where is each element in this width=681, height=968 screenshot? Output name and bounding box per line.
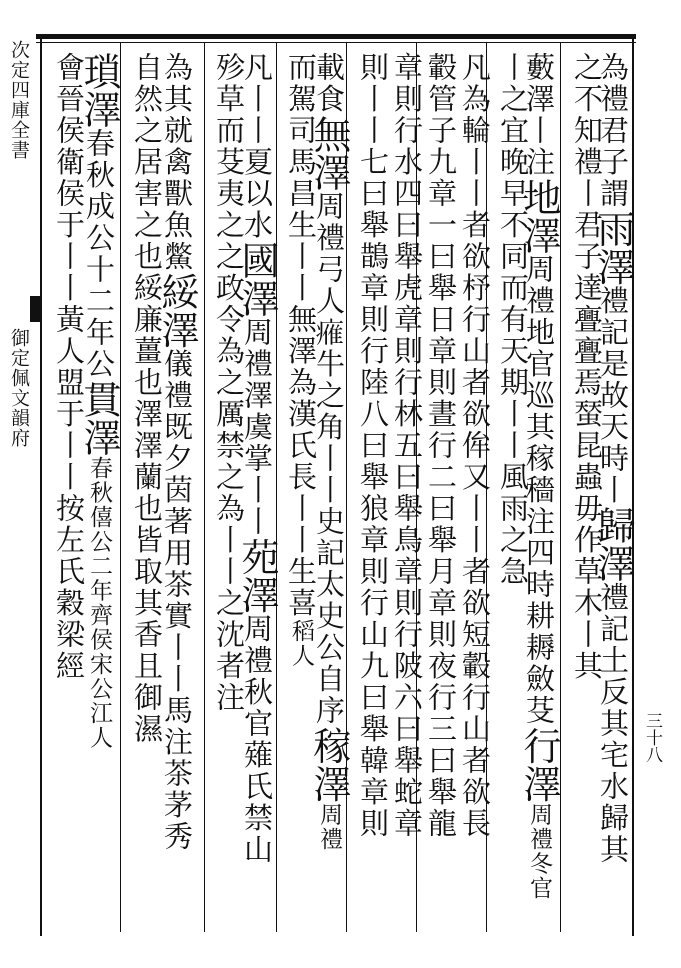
body-text: 丨之宜晚早不同而有天期丨丨風雨之急 (496, 52, 530, 588)
header-fragment: 次定四庫全書 (8, 40, 30, 160)
body-text: 周禮弓人𤸰牛之角丨丨史記太史公自序 (312, 191, 346, 727)
body-text: 為禮君子謂 (596, 52, 630, 210)
body-text: 則丨丨七曰舉鵲章則行陸八曰舉狼章則行山九曰舉韓章則 (356, 52, 390, 840)
body-text: 儀禮既夕茵著用茶實丨丨馬注茶茅秀 (160, 348, 194, 853)
body-text: 司馬昌生丨丨無澤為漢氏長丨丨生喜 (284, 115, 318, 619)
headword: 貫澤 (77, 380, 121, 456)
body-text: 殄草而芟夷之 (212, 52, 246, 241)
body-text: 轂管子九章一曰舉日章則晝行二曰舉月章則夜行三曰舉龍 (424, 52, 458, 840)
body-text: 春秋成公十二年公 (82, 128, 116, 380)
annotation-text: 周禮冬官 (526, 802, 552, 901)
body-text: 章則行水四曰舉虎章則行林五曰舉鳥章則行陂六曰舉蛇章 (390, 52, 424, 840)
headword: 無澤 (307, 115, 351, 191)
text-column-2 (564, 52, 610, 932)
top-border (36, 34, 636, 39)
page-number: 三十八 (642, 712, 662, 763)
text-column-8 (350, 52, 396, 932)
body-text: 丨注 (522, 115, 556, 178)
body-text: 丨君子達亹亹焉 (570, 178, 604, 399)
body-text: 會晉侯衛侯于丨丨 (52, 52, 86, 304)
body-text: 藪澤 (522, 52, 556, 115)
top-border-inner (36, 42, 636, 43)
fold-mark (30, 296, 40, 322)
body-text: 而駕 (284, 52, 318, 115)
body-text: 也綏廉薑也澤澤蘭也皆取其香且御濕 (130, 241, 164, 745)
left-border (40, 36, 42, 936)
body-text: 自然之居害之 (130, 52, 164, 241)
annotation-text: 春秋僖公二年齊侯宋公江人 (86, 456, 112, 750)
body-text: 之不知禮 (570, 52, 604, 178)
annotation-text: 稻人 (288, 619, 314, 668)
body-text: 禮記是故天時 (596, 285, 630, 475)
text-column-12 (206, 52, 252, 932)
text-column-10 (278, 52, 324, 932)
body-text: 為其就禽獸魚鱉 (160, 52, 194, 273)
body-text: 之政令為之厲禁 (212, 241, 246, 462)
body-text: 凡為輪丨丨者欲杼行山者欲侔又丨丨者欲短轂行山者欲長 (458, 52, 492, 840)
annotation-text: 周禮 (316, 802, 342, 852)
headword: 綏澤 (155, 272, 199, 349)
body-text: 黃人盟于丨丨按左氏穀梁經 (52, 304, 86, 682)
body-text: 載食 (312, 52, 346, 115)
headword: 稼澤 (307, 726, 351, 803)
body-text: 禮記土反其宅水歸其 (596, 582, 630, 866)
body-text: 蝅昆蟲毋作草木丨其 (570, 398, 604, 682)
headword: 雨澤 (591, 209, 635, 286)
body-text: 周禮澤虞掌丨丨 (240, 317, 274, 538)
text-column-16 (46, 52, 92, 932)
headword: 瑣澤 (77, 52, 121, 128)
body-text: 周禮地官巡其稼穡注四時耕耨斂芟 (522, 254, 556, 727)
headword: 地澤 (517, 178, 561, 254)
headword: 歸澤 (591, 506, 635, 582)
body-text: 丨 (596, 474, 630, 506)
column-divider (204, 42, 205, 932)
headword: 國澤 (235, 241, 279, 317)
book-title: 御定佩文韻府 (8, 328, 30, 448)
body-text: 周禮秋官薙氏禁山 (240, 613, 274, 866)
body-text: 凡丨丨夏以水 (240, 52, 274, 241)
headword: 苑澤 (235, 537, 279, 614)
text-column-14 (124, 52, 170, 932)
headword: 行澤 (517, 726, 561, 803)
body-text: 之為丨丨之沈者注 (212, 461, 246, 714)
